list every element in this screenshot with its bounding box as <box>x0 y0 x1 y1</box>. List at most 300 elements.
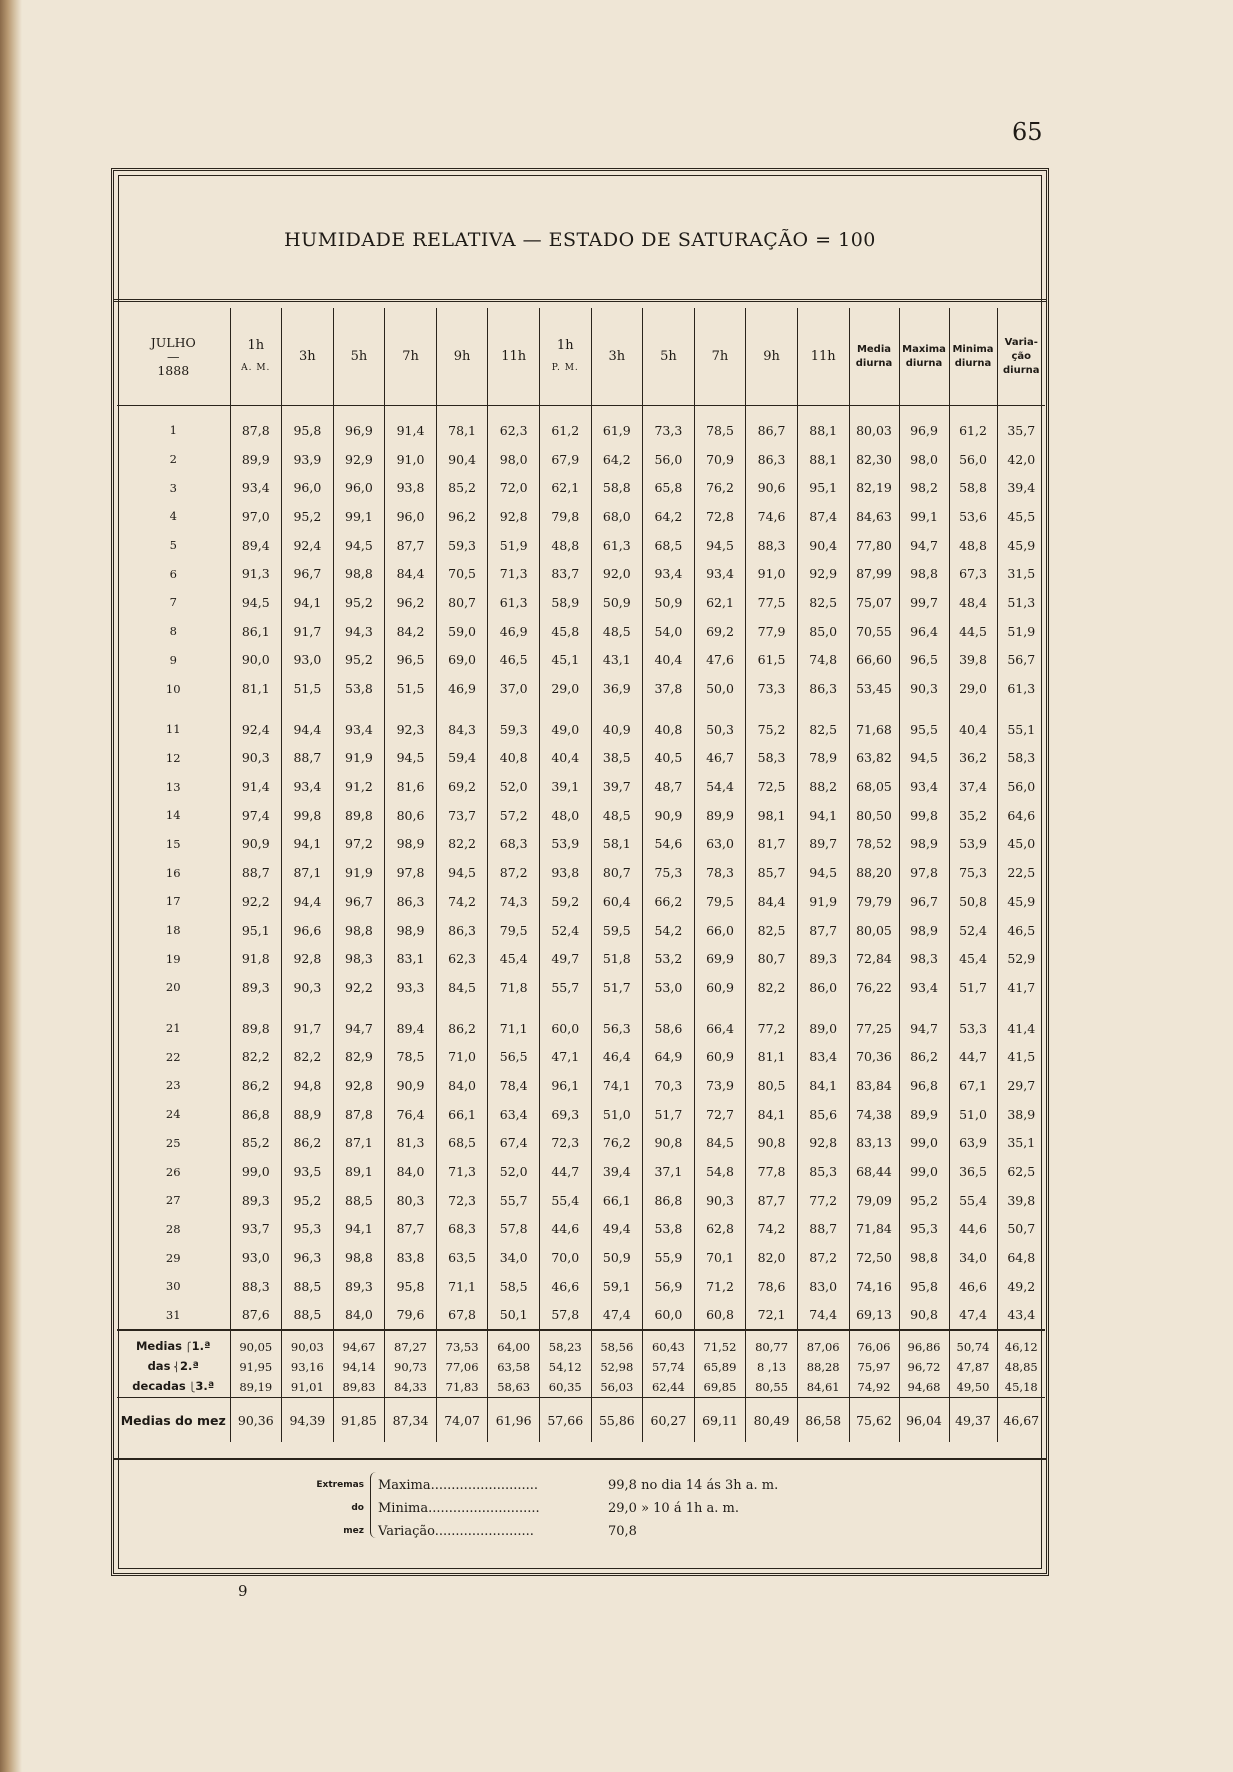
table-cell: 22 <box>165 1049 181 1064</box>
table-cell: 46,9 <box>488 617 540 646</box>
table-cell: 76,2 <box>694 473 746 502</box>
table-cell: 60,0 <box>643 1301 695 1331</box>
table-cell: 40,5 <box>643 744 695 773</box>
table-cell: 73,3 <box>643 406 695 445</box>
table-cell: 88,7 <box>797 1215 849 1244</box>
year-label: 1888 <box>157 362 190 378</box>
table-cell: 66,60 <box>849 646 899 675</box>
table-row <box>117 1272 1045 1301</box>
table-cell: 90,4 <box>797 531 849 560</box>
table-cell: 35,7 <box>997 406 1045 445</box>
table-cell: 50,8 <box>949 887 997 916</box>
table-cell: 75,2 <box>746 715 798 744</box>
table-cell: 48,5 <box>591 801 643 830</box>
table-cell: 85,2 <box>436 473 488 502</box>
table-cell: 53,8 <box>643 1215 695 1244</box>
table-cell: 87,6 <box>230 1301 282 1331</box>
table-row <box>117 830 1045 859</box>
table-cell: 74,2 <box>746 1215 798 1244</box>
table-cell: 66,4 <box>694 1014 746 1043</box>
table-cell: 87,7 <box>385 531 437 560</box>
table-cell: 99,8 <box>282 801 334 830</box>
table-cell: 56,7 <box>997 646 1045 675</box>
table-cell: 88,9 <box>282 1100 334 1129</box>
table-cell: 96,6 <box>282 916 334 945</box>
table-cell: 40,4 <box>539 744 591 773</box>
month-header <box>117 308 230 406</box>
table-cell: 68,3 <box>436 1215 488 1244</box>
table-cell: 71,3 <box>436 1157 488 1186</box>
table-cell: 60,27 <box>643 1398 695 1443</box>
table-cell: 78,52 <box>849 830 899 859</box>
table-cell: 44,7 <box>539 1157 591 1186</box>
table-cell: 86,1 <box>230 617 282 646</box>
table-cell: 67,8 <box>436 1301 488 1331</box>
media-header: Media diurna <box>849 308 899 406</box>
table-cell: 45,4 <box>949 944 997 973</box>
table-cell: 2 <box>169 452 177 467</box>
table-cell: 69,2 <box>694 617 746 646</box>
table-cell: 74,3 <box>488 887 540 916</box>
table-cell: 88,7 <box>230 858 282 887</box>
table-row <box>117 744 1045 773</box>
hour-header: 1h P. M. <box>539 308 591 406</box>
table-cell: 53,3 <box>949 1014 997 1043</box>
table-cell: 67,1 <box>949 1071 997 1100</box>
table-cell: 51,0 <box>949 1100 997 1129</box>
minima-header: Minima diurna <box>949 308 997 406</box>
table-cell: 75,3 <box>949 858 997 887</box>
table-cell: 59,2 <box>539 887 591 916</box>
table-cell: 55,86 <box>591 1398 643 1443</box>
table-cell: 46,9 <box>436 674 488 703</box>
table-cell: 84,1 <box>797 1071 849 1100</box>
header-row <box>117 308 1045 406</box>
table-cell: 48,7 <box>643 772 695 801</box>
table-cell: 90,73 <box>385 1357 437 1377</box>
table-cell: 90,05 <box>230 1330 282 1357</box>
table-cell: 78,5 <box>694 406 746 445</box>
table-cell: 87,1 <box>333 1129 385 1158</box>
table-cell: 45,5 <box>997 502 1045 531</box>
table-cell: 53,9 <box>949 830 997 859</box>
table-cell: 82,2 <box>282 1042 334 1071</box>
hour-header: 7h <box>385 308 437 406</box>
decade-gap <box>117 703 1045 715</box>
table-cell: 10 <box>165 681 181 696</box>
table-cell: 62,3 <box>488 406 540 445</box>
table-cell: 89,4 <box>230 531 282 560</box>
table-cell: 70,5 <box>436 559 488 588</box>
table-cell: 86,3 <box>797 674 849 703</box>
month-mean-row <box>117 1398 1045 1443</box>
table-cell: 51,5 <box>282 674 334 703</box>
hour-header: 9h <box>746 308 798 406</box>
table-cell: 8 ,13 <box>746 1357 798 1377</box>
hour-header: 3h <box>282 308 334 406</box>
table-cell: 12 <box>165 750 181 765</box>
table-row <box>117 887 1045 916</box>
table-row <box>117 559 1045 588</box>
table-cell: 71,2 <box>694 1272 746 1301</box>
table-cell: 49,0 <box>539 715 591 744</box>
table-cell: 58,63 <box>488 1377 540 1398</box>
table-row <box>117 715 1045 744</box>
table-cell: 37,8 <box>643 674 695 703</box>
table-row <box>117 406 1045 445</box>
table-cell: 94,5 <box>333 531 385 560</box>
table-cell: 89,8 <box>230 1014 282 1043</box>
table-cell: 80,7 <box>591 858 643 887</box>
am-label: A. M. <box>241 363 271 373</box>
table-row <box>117 1243 1045 1272</box>
table-cell: 48,8 <box>539 531 591 560</box>
table-cell: 54,2 <box>643 916 695 945</box>
table-cell: 54,8 <box>694 1157 746 1186</box>
table-cell: 91,7 <box>282 617 334 646</box>
table-cell: 29,0 <box>949 674 997 703</box>
table-cell: 1 <box>169 423 177 438</box>
table-cell: 95,3 <box>899 1215 949 1244</box>
table-cell: 76,2 <box>591 1129 643 1158</box>
table-cell: 89,3 <box>230 973 282 1002</box>
table-cell: 93,7 <box>230 1215 282 1244</box>
table-cell: 77,8 <box>746 1157 798 1186</box>
table-cell: 93,8 <box>385 473 437 502</box>
table-cell: 53,9 <box>539 830 591 859</box>
table-cell: 78,3 <box>694 858 746 887</box>
table-cell: 91,9 <box>797 887 849 916</box>
table-cell: 31,5 <box>997 559 1045 588</box>
table-cell: 90,36 <box>230 1398 282 1443</box>
table-cell: 68,0 <box>591 502 643 531</box>
table-body <box>117 406 1045 1443</box>
table-cell: 49,37 <box>949 1398 997 1443</box>
table-cell: 26 <box>165 1164 181 1179</box>
table-cell: 58,8 <box>949 473 997 502</box>
table-cell: 73,9 <box>694 1071 746 1100</box>
table-cell: 59,4 <box>436 744 488 773</box>
table-cell: 78,6 <box>746 1272 798 1301</box>
table-cell: 46,6 <box>949 1272 997 1301</box>
table-cell: 18 <box>165 923 181 938</box>
table-cell: 96,0 <box>333 473 385 502</box>
table-cell: 84,63 <box>849 502 899 531</box>
table-cell: 21 <box>165 1021 181 1036</box>
table-cell: 52,0 <box>488 1157 540 1186</box>
table-cell: 84,4 <box>385 559 437 588</box>
hour-header: 11h <box>488 308 540 406</box>
table-cell: 55,4 <box>949 1186 997 1215</box>
table-cell: 74,16 <box>849 1272 899 1301</box>
table-cell: 39,4 <box>591 1157 643 1186</box>
extreme-variacao: Variação........................ 70,8 <box>378 1524 637 1539</box>
table-cell: 96,1 <box>539 1071 591 1100</box>
table-cell: 50,74 <box>949 1330 997 1357</box>
table-cell: 93,4 <box>899 973 949 1002</box>
table-cell: 87,27 <box>385 1330 437 1357</box>
table-cell: 84,33 <box>385 1377 437 1398</box>
table-cell: 83,7 <box>539 559 591 588</box>
table-cell: 31 <box>165 1307 181 1322</box>
table-cell: 79,09 <box>849 1186 899 1215</box>
table-cell: 64,8 <box>997 1243 1045 1272</box>
table-cell: 79,79 <box>849 887 899 916</box>
table-cell: 52,9 <box>997 944 1045 973</box>
table-cell: 38,5 <box>591 744 643 773</box>
table-cell: 41,7 <box>997 973 1045 1002</box>
table-cell: 52,4 <box>949 916 997 945</box>
table-cell: 54,12 <box>539 1357 591 1377</box>
table-cell: 47,4 <box>591 1301 643 1331</box>
table-cell: 69,3 <box>539 1100 591 1129</box>
table-cell: 98,3 <box>333 944 385 973</box>
table-cell: 87,2 <box>488 858 540 887</box>
table-cell: 77,06 <box>436 1357 488 1377</box>
table-cell: 86,3 <box>385 887 437 916</box>
table-cell: 62,1 <box>694 588 746 617</box>
table-cell: 96,2 <box>436 502 488 531</box>
table-cell: 85,0 <box>797 617 849 646</box>
table-cell: 40,4 <box>643 646 695 675</box>
table-cell: 83,8 <box>385 1243 437 1272</box>
table-cell: 38,9 <box>997 1100 1045 1129</box>
table-cell: 61,3 <box>591 531 643 560</box>
table-cell: 94,1 <box>282 830 334 859</box>
table-cell: 91,9 <box>333 858 385 887</box>
table-cell: 82,2 <box>436 830 488 859</box>
table-cell: 60,43 <box>643 1330 695 1357</box>
table-cell: 86,3 <box>746 445 798 474</box>
table-cell: 71,1 <box>436 1272 488 1301</box>
table-cell: 52,4 <box>539 916 591 945</box>
table-cell: 90,3 <box>282 973 334 1002</box>
table-cell: 58,9 <box>539 588 591 617</box>
table-cell: 85,3 <box>797 1157 849 1186</box>
table-cell: 45,18 <box>997 1377 1045 1398</box>
table-cell: 97,8 <box>385 858 437 887</box>
table-cell: 14 <box>165 808 181 823</box>
table-cell: 78,1 <box>436 406 488 445</box>
table-cell: 94,5 <box>385 744 437 773</box>
table-cell: 15 <box>165 836 181 851</box>
table-cell: 5 <box>169 538 177 553</box>
table-cell: 72,1 <box>746 1301 798 1331</box>
table-cell: 95,3 <box>282 1215 334 1244</box>
table-cell: 77,25 <box>849 1014 899 1043</box>
table-cell: 40,9 <box>591 715 643 744</box>
table-cell: 94,5 <box>436 858 488 887</box>
table-cell: 64,2 <box>643 502 695 531</box>
table-cell: 62,3 <box>436 944 488 973</box>
table-cell: 27 <box>165 1193 181 1208</box>
table-cell: 13 <box>165 779 181 794</box>
table-cell: 96,8 <box>899 1071 949 1100</box>
table-cell: 91,9 <box>333 744 385 773</box>
table-cell: 44,6 <box>539 1215 591 1244</box>
table-cell: 94,1 <box>797 801 849 830</box>
table-cell: 20 <box>165 980 181 995</box>
table-cell: 55,7 <box>488 1186 540 1215</box>
table-cell: 83,4 <box>797 1042 849 1071</box>
decade-row <box>117 1330 1045 1357</box>
table-cell: 63,5 <box>436 1243 488 1272</box>
table-cell: 71,52 <box>694 1330 746 1357</box>
table-cell: 76,06 <box>849 1330 899 1357</box>
table-cell: 68,5 <box>643 531 695 560</box>
table-cell: 87,34 <box>385 1398 437 1443</box>
table-cell: 99,0 <box>899 1157 949 1186</box>
table-cell: 39,1 <box>539 772 591 801</box>
table-cell: 62,1 <box>539 473 591 502</box>
table-cell: 58,23 <box>539 1330 591 1357</box>
table-cell: 92,0 <box>591 559 643 588</box>
table-cell: 66,2 <box>643 887 695 916</box>
table-cell: 55,4 <box>539 1186 591 1215</box>
table-cell: 66,0 <box>694 916 746 945</box>
table-cell: 67,4 <box>488 1129 540 1158</box>
table-cell: 87,2 <box>797 1243 849 1272</box>
table-cell: 91,8 <box>230 944 282 973</box>
table-cell: 98,8 <box>333 1243 385 1272</box>
table-cell: 50,0 <box>694 674 746 703</box>
table-cell: 93,4 <box>282 772 334 801</box>
table-cell: 78,4 <box>488 1071 540 1100</box>
table-cell: 70,3 <box>643 1071 695 1100</box>
table-cell: 50,9 <box>591 1243 643 1272</box>
table-cell: 92,8 <box>488 502 540 531</box>
table-cell: 99,0 <box>230 1157 282 1186</box>
table-cell: 36,5 <box>949 1157 997 1186</box>
table-cell: 74,92 <box>849 1377 899 1398</box>
table-cell: 94,3 <box>333 617 385 646</box>
table-cell: 90,9 <box>385 1071 437 1100</box>
table-cell: 75,97 <box>849 1357 899 1377</box>
table-cell: 71,3 <box>488 559 540 588</box>
table-cell: 99,1 <box>333 502 385 531</box>
table-cell: 41,5 <box>997 1042 1045 1071</box>
maxima-header: Maxima diurna <box>899 308 949 406</box>
table-cell: 98,9 <box>385 916 437 945</box>
table-cell: 94,7 <box>899 1014 949 1043</box>
table-cell: 76,4 <box>385 1100 437 1129</box>
table-cell: 83,84 <box>849 1071 899 1100</box>
table-cell: 97,4 <box>230 801 282 830</box>
table-cell: 64,00 <box>488 1330 540 1357</box>
table-cell: 89,3 <box>230 1186 282 1215</box>
table-cell: 51,7 <box>949 973 997 1002</box>
table-cell: 69,0 <box>436 646 488 675</box>
table-cell: 92,4 <box>230 715 282 744</box>
page-number: 65 <box>1012 118 1043 146</box>
decade-label: das ⎨2.ª <box>147 1359 199 1374</box>
table-cell: 95,2 <box>899 1186 949 1215</box>
table-cell: 68,5 <box>436 1129 488 1158</box>
table-cell: 88,28 <box>797 1357 849 1377</box>
table-cell: 40,8 <box>488 744 540 773</box>
table-cell: 23 <box>165 1078 181 1093</box>
table-cell: 75,3 <box>643 858 695 887</box>
table-cell: 82,5 <box>746 916 798 945</box>
hour-header: 3h <box>591 308 643 406</box>
table-cell: 96,5 <box>385 646 437 675</box>
table-cell: 46,67 <box>997 1398 1045 1443</box>
table-cell: 80,5 <box>746 1071 798 1100</box>
table-cell: 96,7 <box>899 887 949 916</box>
table-cell: 72,5 <box>746 772 798 801</box>
table-cell: 95,8 <box>899 1272 949 1301</box>
table-cell: 95,2 <box>333 588 385 617</box>
decade-label: decadas ⎩3.ª <box>132 1379 215 1394</box>
table-cell: 93,4 <box>333 715 385 744</box>
title-divider <box>114 299 1046 302</box>
table-cell: 70,1 <box>694 1243 746 1272</box>
table-cell: 51,5 <box>385 674 437 703</box>
table-cell: 25 <box>165 1135 181 1150</box>
table-cell: 74,6 <box>746 502 798 531</box>
table-cell: 64,9 <box>643 1042 695 1071</box>
table-cell: 89,9 <box>230 445 282 474</box>
table-cell: 59,5 <box>591 916 643 945</box>
table-row <box>117 801 1045 830</box>
table-cell: 98,8 <box>899 1243 949 1272</box>
table-cell: 88,3 <box>746 531 798 560</box>
decade-gap <box>117 1002 1045 1014</box>
table-cell: 58,56 <box>591 1330 643 1357</box>
table-cell: 88,1 <box>797 445 849 474</box>
table-cell: 67,9 <box>539 445 591 474</box>
table-cell: 88,2 <box>797 772 849 801</box>
table-cell: 74,38 <box>849 1100 899 1129</box>
table-cell: 84,1 <box>746 1100 798 1129</box>
table-cell: 61,96 <box>488 1398 540 1443</box>
table-cell: 39,8 <box>949 646 997 675</box>
table-cell: 96,5 <box>899 646 949 675</box>
table-cell: 92,9 <box>797 559 849 588</box>
table-cell: 86,2 <box>282 1129 334 1158</box>
table-cell: 46,7 <box>694 744 746 773</box>
table-cell: 11 <box>165 722 181 737</box>
table-row <box>117 1301 1045 1331</box>
table-cell: 84,61 <box>797 1377 849 1398</box>
table-cell: 40,8 <box>643 715 695 744</box>
table-cell: 51,7 <box>643 1100 695 1129</box>
table-cell: 80,77 <box>746 1330 798 1357</box>
table-cell: 48,85 <box>997 1357 1045 1377</box>
table-cell: 80,03 <box>849 406 899 445</box>
month-label: JULHO <box>150 334 196 350</box>
table-cell: 53,45 <box>849 674 899 703</box>
table-cell: 96,7 <box>282 559 334 588</box>
table-cell: 95,2 <box>282 502 334 531</box>
hour-header: 11h <box>797 308 849 406</box>
table-cell: 92,3 <box>385 715 437 744</box>
table-cell: 81,3 <box>385 1129 437 1158</box>
extremes-lines <box>378 1474 778 1543</box>
table-cell: 98,3 <box>899 944 949 973</box>
table-cell: 89,0 <box>797 1014 849 1043</box>
table-cell: 56,0 <box>643 445 695 474</box>
month-dash: — <box>167 348 180 364</box>
table-cell: 87,4 <box>797 502 849 531</box>
table-cell: 89,9 <box>899 1100 949 1129</box>
table-cell: 99,7 <box>899 588 949 617</box>
table-cell: 92,2 <box>230 887 282 916</box>
table-cell: 93,4 <box>230 473 282 502</box>
extremes-section <box>114 1458 1046 1548</box>
table-cell: 80,05 <box>849 916 899 945</box>
table-cell: 71,83 <box>436 1377 488 1398</box>
